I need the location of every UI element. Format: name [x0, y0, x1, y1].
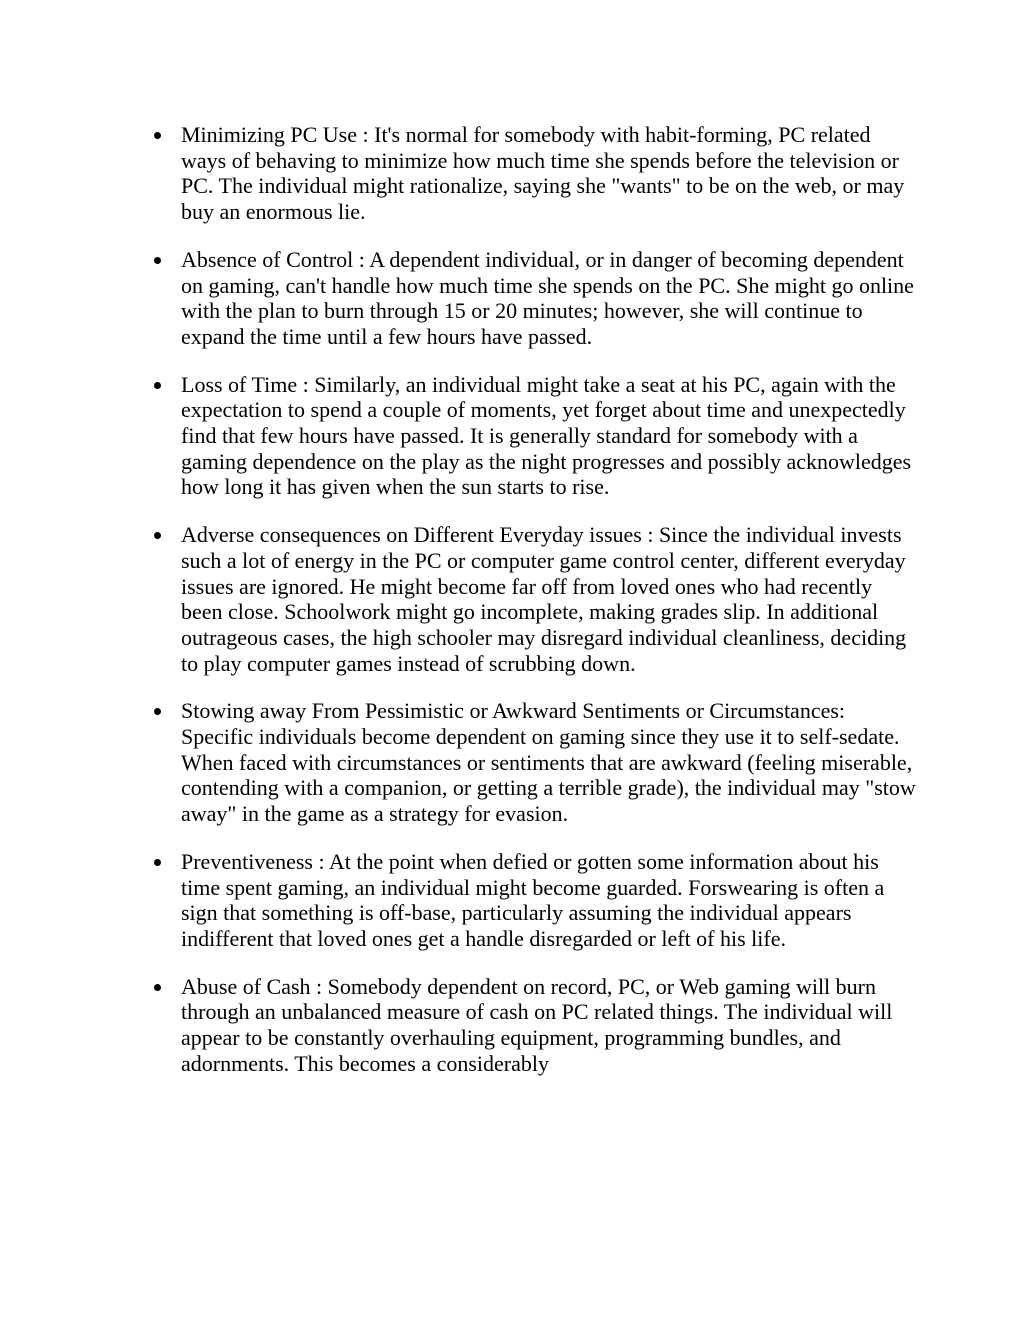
list-item	[148, 122, 918, 225]
list-item-text: Adverse consequences on Different Everyday issues : Since the individual invests such a lot of energy in the PC or computer game control center, different everyday issues are ignored. He might become far off from loved ones who had recently been close. Schoolwork might go incomplete, making grades slip. In additional outrageous cases, the high schooler may disregard individual cleanliness, deciding to play computer games instead of scrubbing down.	[181, 522, 907, 676]
bullet-icon	[154, 132, 161, 139]
list-item-text: Minimizing PC Use : It's normal for somebody with habit-forming, PC related ways of behaving to minimize how much time she spends before the television or PC. The individual might rationalize, saying she "wants" to be on the web, or may buy an enormous lie.	[181, 122, 905, 225]
list-item-text: Absence of Control : A dependent individual, or in danger of becoming dependent on gaming, can't handle how much time she spends on the PC. She might go online with the plan to burn through 15 or 20 minutes; however, she will continue to expand the time until a few hours have passed.	[181, 246, 914, 349]
bullet-icon	[154, 532, 161, 539]
bullet-list	[148, 122, 918, 1099]
bullet-icon	[154, 708, 161, 715]
list-item	[148, 849, 918, 952]
list-item	[148, 372, 918, 501]
list-item-text: Abuse of Cash : Somebody dependent on record, PC, or Web gaming will burn through an unbalanced measure of cash on PC related things. The individual will appear to be constantly overhauling equipment, programming bundles, and adornments. This becomes a considerably	[181, 973, 893, 1076]
list-item	[148, 974, 918, 1077]
list-item-text: Loss of Time : Similarly, an individual might take a seat at his PC, again with the expectation to spend a couple of moments, yet forget about time and unexpectedly find that few hours have passed. It is generally standard for somebody with a gaming dependence on the play as the night progresses and possibly acknowledges how long it has given when the sun starts to rise.	[181, 371, 912, 500]
list-item	[148, 698, 918, 827]
bullet-icon	[154, 859, 161, 866]
bullet-icon	[154, 382, 161, 389]
list-item-text: Preventiveness : At the point when defied or gotten some information about his time spent gaming, an individual might become guarded. Forswearing is often a sign that something is off-base, particularly assuming the individual appears indifferent that loved ones get a handle disregarded or left of his life.	[181, 848, 885, 951]
bullet-icon	[154, 257, 161, 264]
bullet-icon	[154, 984, 161, 991]
list-item	[148, 522, 918, 676]
list-item	[148, 247, 918, 350]
list-item-text: Stowing away From Pessimistic or Awkward Sentiments or Circumstances: Specific individuals become dependent on gaming since they use it to self-sedate. When faced with circumstances or sentiments that are awkward (feeling miserable, contending with a companion, or getting a terrible grade), the individual may "stow away" in the game as a strategy for evasion.	[181, 698, 916, 827]
